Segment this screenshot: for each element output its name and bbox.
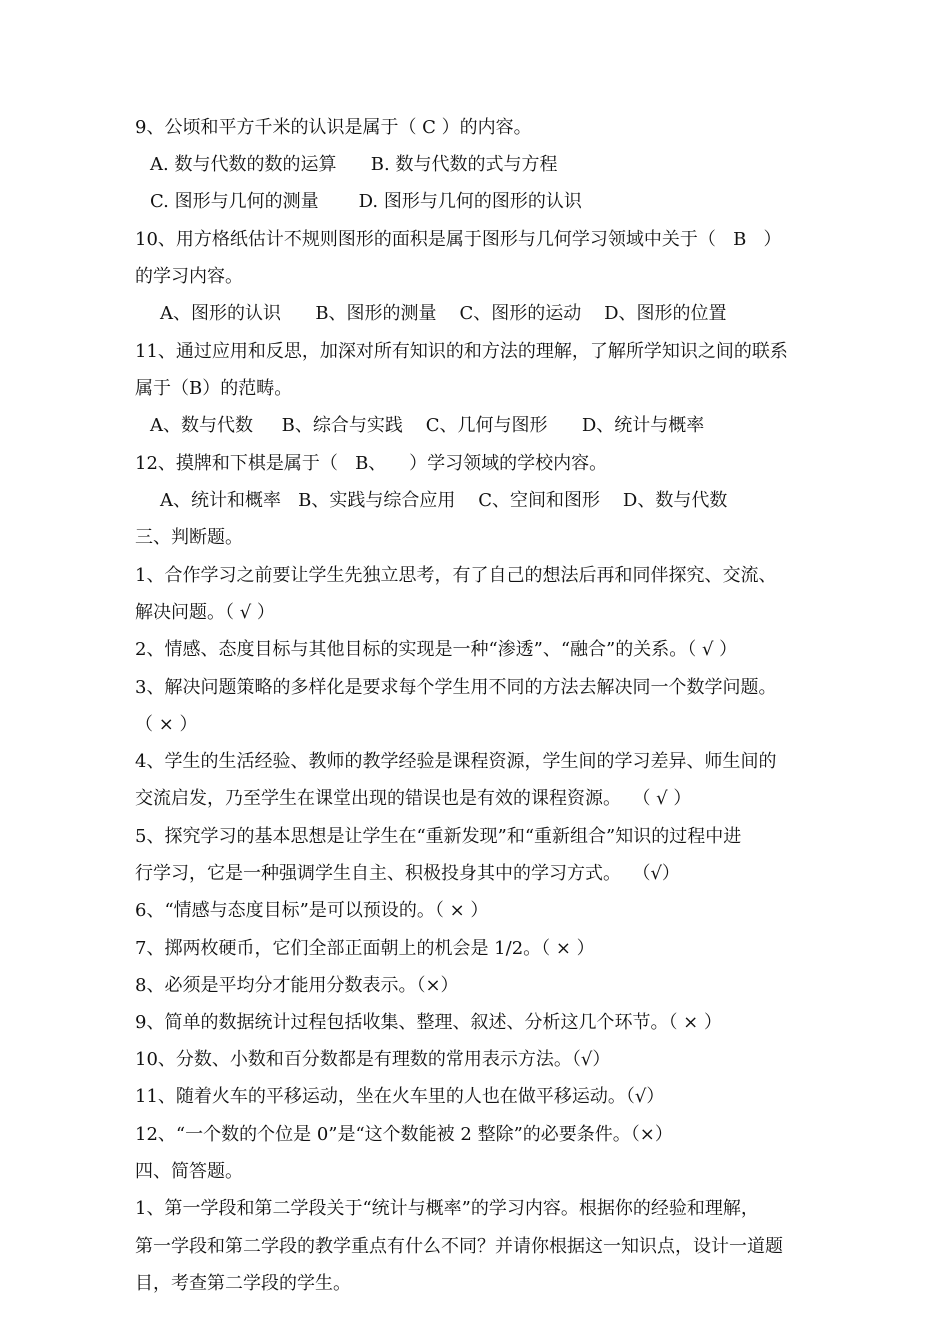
short-answer-1-cont2: 目，考查第二学段的学生。 [135, 1273, 351, 1294]
question-10: 10、用方格纸估计不规则图形的面积是属于图形与几何学习领域中关于（ B ） [135, 229, 782, 250]
section-heading-short-answer: 四、简答题。 [135, 1161, 243, 1182]
short-answer-1-cont: 第一学段和第二学段的教学重点有什么不同？并请你根据这一知识点，设计一道题 [135, 1236, 783, 1257]
judgement-1-cont: 解决问题。（ √ ） [135, 602, 275, 623]
judgement-1: 1、合作学习之前要让学生先独立思考，有了自己的想法后再和同伴探究、交流、 [135, 565, 777, 586]
judgement-11: 11、随着火车的平移运动，坐在火车里的人也在做平移运动。（√） [135, 1086, 665, 1107]
judgement-10: 10、分数、小数和百分数都是有理数的常用表示方法。（√） [135, 1049, 611, 1070]
judgement-3: 3、解决问题策略的多样化是要求每个学生用不同的方法去解决同一个数学问题。 [135, 677, 777, 698]
question-11-options: A、数与代数 B、综合与实践 C、几何与图形 D、统计与概率 [150, 415, 705, 436]
question-11: 11、通过应用和反思，加深对所有知识的和方法的理解，了解所学知识之间的联系 [135, 341, 788, 362]
question-11-cont: 属于（B）的范畴。 [135, 378, 293, 399]
judgement-12: 12、“一个数的个位是 0”是“这个数能被 2 整除”的必要条件。（×） [135, 1124, 673, 1145]
question-10-options: A、图形的认识 B、图形的测量 C、图形的运动 D、图形的位置 [160, 303, 727, 324]
question-12-options: A、统计和概率 B、实践与综合应用 C、空间和图形 D、数与代数 [160, 490, 728, 511]
section-heading-judgement: 三、判断题。 [135, 527, 243, 548]
question-12: 12、摸牌和下棋是属于（ B、 ）学习领域的学校内容。 [135, 453, 608, 474]
judgement-6: 6、“情感与态度目标”是可以预设的。（ × ） [135, 900, 489, 921]
judgement-8: 8、必须是平均分才能用分数表示。（×） [135, 975, 459, 996]
judgement-4-cont: 交流启发，乃至学生在课堂出现的错误也是有效的课程资源。 （ √ ） [135, 788, 692, 809]
short-answer-1: 1、第一学段和第二学段关于“统计与概率”的学习内容。根据你的经验和理解， [135, 1198, 759, 1219]
question-10-cont: 的学习内容。 [135, 266, 243, 287]
question-9-options-ab: A. 数与代数的数的运算 B. 数与代数的式与方程 [150, 154, 558, 175]
judgement-5: 5、探究学习的基本思想是让学生在“重新发现”和“重新组合”知识的过程中进 [135, 826, 742, 847]
judgement-3-cont: （ × ） [135, 714, 198, 735]
judgement-9: 9、简单的数据统计过程包括收集、整理、叙述、分析这几个环节。（ × ） [135, 1012, 722, 1033]
judgement-4: 4、学生的生活经验、教师的教学经验是课程资源，学生间的学习差异、师生间的 [135, 751, 777, 772]
judgement-7: 7、掷两枚硬币，它们全部正面朝上的机会是 1/2。（ × ） [135, 938, 595, 959]
judgement-5-cont: 行学习，它是一种强调学生自主、积极投身其中的学习方式。 （√） [135, 863, 680, 884]
judgement-2: 2、情感、态度目标与其他目标的实现是一种“渗透”、“融合”的关系。（ √ ） [135, 639, 738, 660]
question-9: 9、公顷和平方千米的认识是属于（ C ）的内容。 [135, 117, 532, 138]
question-9-options-cd: C. 图形与几何的测量 D. 图形与几何的图形的认识 [150, 191, 582, 212]
